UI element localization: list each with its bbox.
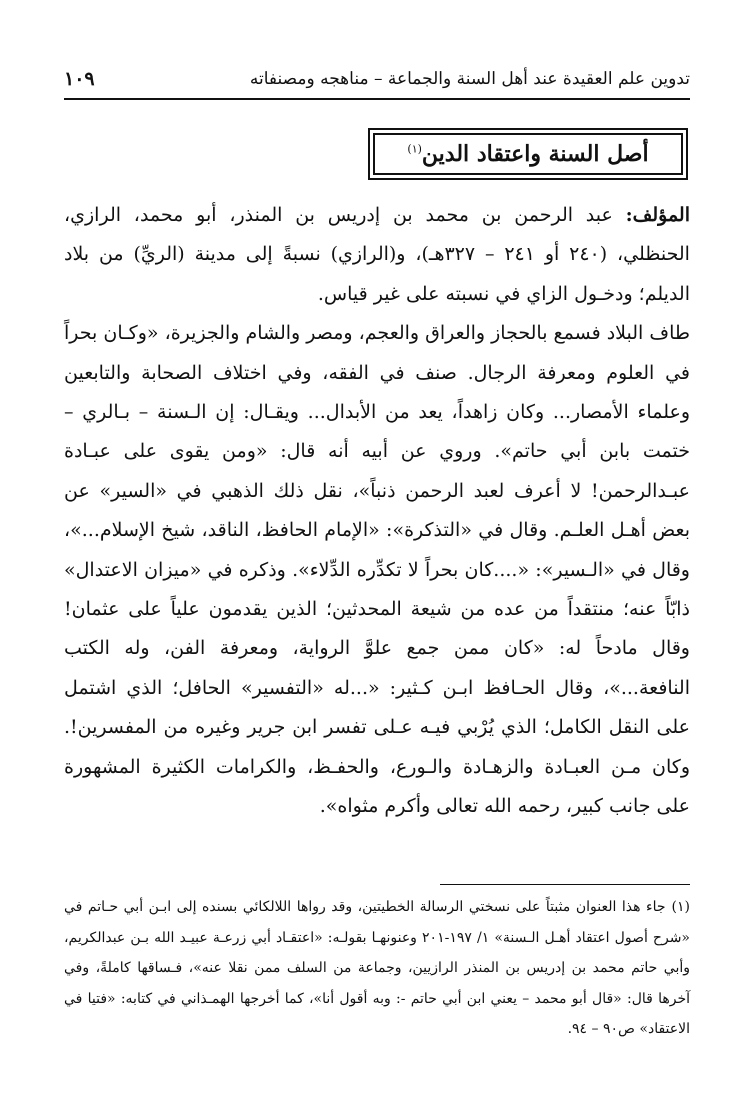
author-paragraph: [64, 196, 690, 314]
section-heading-frame: [368, 128, 688, 180]
body-text: [64, 196, 690, 827]
author-paragraph-text: عبد الرحمن بن محمد بن إدريس بن المنذر، أبو محمد، الرازي، الحنظلي، (٢٤٠ أو ٢٤١ – ٣٢٧هـ)، و(الرازي) نسبةً إلى مدينة (الريِّ) من بلاد الديلم؛ ودخـول الزاي في نسبته على غير قياس.: [64, 204, 690, 305]
author-label: المؤلف:: [625, 204, 690, 226]
footnote: [64, 892, 690, 1045]
section-heading-inner-frame: [373, 133, 683, 175]
section-title: [407, 141, 648, 167]
footnotes: [64, 892, 690, 1045]
running-title: تدوين علم العقيدة عند أهل السنة والجماعة – مناهجه ومصنفاته: [249, 69, 690, 89]
footnote-number: (١): [671, 899, 690, 915]
page-number: ١٠٩: [64, 68, 95, 90]
section-footnote-ref: (١): [407, 142, 422, 156]
footnote-text: جاء هذا العنوان مثبتاً على نسختي الرسالة الخطيتين، وقد رواها اللالكائي بسنده إلى ابـن أبي حـاتم في «شرح أصول اعتقاد أهـل الـسنة» ١/ ١٩٧-٢٠١ وعنونهـا بقولـه: «اعتقـاد أبي زرعـة عبيـد الله بـن عبدالكريم، وأبي حاتم محمد بن إدريس بن المنذر الرازيين، وجماعة من السلف ممن نقلا عنه»، فـساقها كاملةً، وفي آخرها قال: «قال أبو محمد – يعني ابن أبي حاتم -: وبه أقول أنا»، كما أخرجها الهمـذاني في كتابه: «فتيا في الاعتقاد» ص٩٠ – ٩٤.: [64, 899, 690, 1037]
page-header: [64, 60, 690, 100]
footnote-separator: [440, 884, 690, 885]
biography-paragraph: طاف البلاد فسمع بالحجاز والعراق والعجم، ومصر والشام والجزيرة، «وكـان بحراً في العلوم ومعرفة الرجال. صنف في الفقه، وفي اختلاف الصحابة والتابعين وعلماء الأمصار... وكان زاهداً، يعد من الأبدال... ويقـال: إن الـسنة – بـالري – ختمت بابن أبي حاتم». وروي عن أبيه أنه قال: «ومن يقوى على عبـادة عبـدالرحمن! لا أعرف لعبد الرحمن ذنباً»، نقل ذلك الذهبي في «السير» عن بعض أهـل العلـم. وقال في «التذكرة»: «الإمام الحافظ، الناقد، شيخ الإسلام...»، وقال في «الـسير»: «....كان بحراً لا تكدِّره الدِّلاء». وذكره في «ميزان الاعتدال» ذابّاً عنه؛ منتقداً من عده من شيعة المحدثين؛ الذين يقدمون علياً على عثمان! وقال مادحاً له: «كان ممن جمع علوَّ الرواية، ومعرفة الفن، وله الكتب النافعة...»، وقال الحـافظ ابـن كـثير: «...له «التفسير» الحافل؛ الذي اشتمل على النقل الكامل؛ الذي يُرْبي فيـه عـلى تفسر ابن جرير وغيره من المفسرين!. وكان مـن العبـادة والزهـادة والـورع، والحفـظ، والكرامات الكثيرة المشهورة على جانب كبير، رحمه الله تعالى وأكرم مثواه».: [64, 322, 690, 818]
section-title-text: أصل السنة واعتقاد الدين: [421, 141, 649, 167]
